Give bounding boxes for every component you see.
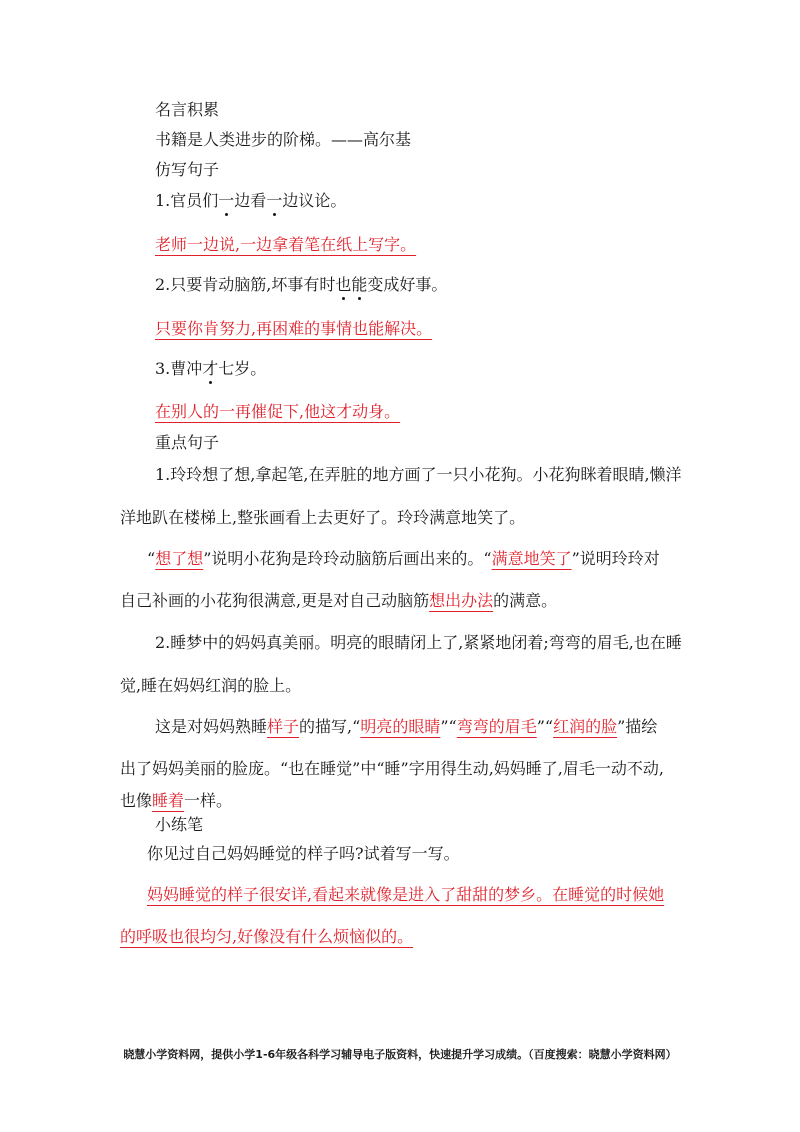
key1-analysis-1: “想了想”说明小花狗是玲玲动脑筋后画出来的。“满意地笑了”说明玲玲对	[147, 549, 660, 568]
practice-answer-line-2: 的呼吸也很均匀,好像没有什么烦恼似的。	[120, 927, 414, 946]
key2-analysis-3: 也像睡着一样。	[120, 791, 233, 810]
imitate-sentence-3: 3.曹冲才七岁。	[155, 359, 267, 378]
imitate-answer-1: 老师一边说,一边拿着笔在纸上写字。	[155, 235, 417, 254]
practice-answer-line-1: 妈妈睡觉的样子很安详,看起来就像是进入了甜甜的梦乡。在睡觉的时候她	[147, 885, 665, 904]
quote-text: 书籍是人类进步的阶梯。——高尔基	[155, 130, 412, 149]
practice-prompt: 你见过自己妈妈睡觉的样子吗?试着写一写。	[147, 844, 460, 863]
imitate-sentence-2: 2.只要肯动脑筋,坏事有时也能变成好事。	[155, 275, 448, 294]
imitate-heading: 仿写句子	[155, 160, 220, 179]
key2-line-2: 觉,睡在妈妈红润的脸上。	[120, 676, 302, 695]
key2-analysis-2: 出了妈妈美丽的脸庞。“也在睡觉”中“睡”字用得生动,妈妈睡了,眉毛一动不动,	[120, 759, 664, 778]
imitate-answer-3: 在别人的一再催促下,他这才动身。	[155, 402, 401, 421]
imitate-sentence-1: 1.官员们一边看一边议论。	[155, 191, 347, 210]
key1-analysis-2: 自己补画的小花狗很满意,更是对自己动脑筋想出办法的满意。	[120, 591, 558, 610]
key1-line-1: 1.玲玲想了想,拿起笔,在弄脏的地方画了一只小花狗。小花狗眯着眼睛,懒洋	[155, 465, 682, 484]
key-heading: 重点句子	[155, 433, 220, 452]
imitate-answer-2: 只要你肯努力,再困难的事情也能解决。	[155, 319, 433, 338]
quote-heading: 名言积累	[155, 100, 220, 119]
practice-heading: 小练笔	[155, 815, 204, 834]
key2-line-1: 2.睡梦中的妈妈真美丽。明亮的眼睛闭上了,紧紧地闭着;弯弯的眉毛,也在睡	[155, 633, 682, 652]
page-footer: 晓慧小学资料网，提供小学1-6年级各科学习辅导电子版资料，快速提升学习成绩。（百度搜索：晓慧小学资料网）	[123, 1048, 677, 1061]
key1-line-2: 洋地趴在楼梯上,整张画看上去更好了。玲玲满意地笑了。	[120, 508, 526, 527]
key2-analysis-1: 这是对妈妈熟睡样子的描写,“明亮的眼睛”“弯弯的眉毛”“红润的脸”描绘	[155, 717, 658, 736]
